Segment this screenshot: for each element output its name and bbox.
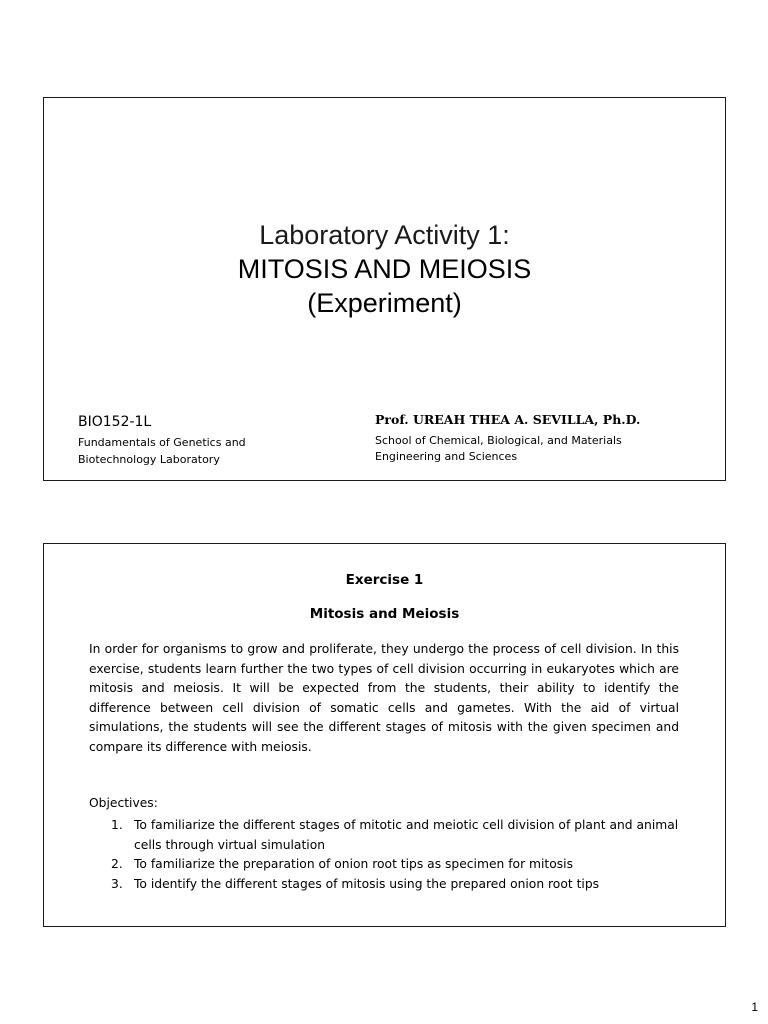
objective-text: To identify the different stages of mitosis using the prepared onion root tips <box>134 876 600 891</box>
course-info <box>78 412 338 468</box>
objective-item <box>89 816 679 855</box>
course-name: Fundamentals of Genetics and Biotechnology Laboratory <box>78 436 246 466</box>
title-line-activity: Laboratory Activity 1: <box>259 220 510 250</box>
course-code: BIO152-1L <box>78 414 152 430</box>
title-line-topic: MITOSIS AND MEIOSIS <box>237 254 532 284</box>
objective-number: 3. <box>111 876 123 891</box>
exercise-number: Exercise 1 <box>345 572 424 588</box>
objective-number: 2. <box>111 857 123 871</box>
objectives-heading: Objectives: <box>89 796 158 810</box>
exercise-slide <box>43 543 726 927</box>
professor-name: Prof. UREAH THEA A. SEVILLA, Ph.D. <box>375 412 641 427</box>
title-slide <box>43 97 726 481</box>
page-number: 1 <box>751 1000 758 1014</box>
objective-item <box>89 875 679 895</box>
objective-item <box>89 855 679 875</box>
exercise-title: Mitosis and Meiosis <box>309 606 460 622</box>
school-name: School of Chemical, Biological, and Materials Engineering and Sciences <box>375 434 622 463</box>
exercise-description: In order for organisms to grow and proliferate, they undergo the process of cell division. In this exercise, students learn further the two types of cell division occurring in eukaryotes which are mitosis and meiosis. It will be expected from the students, their ability to identify the difference between cell division of somatic cells and gametes. With the aid of virtual simulations, the students will see the different stages of mitosis with the given specimen and compare its difference with meiosis. <box>89 642 679 754</box>
objective-text: To familiarize the preparation of onion root tips as specimen for mitosis <box>134 857 574 871</box>
professor-info <box>375 410 705 465</box>
objective-number: 1. <box>111 818 123 832</box>
slide-title <box>44 218 725 320</box>
title-line-type: (Experiment) <box>307 288 462 318</box>
objective-text: To familiarize the different stages of mitotic and meiotic cell division of plant and animal cells through virtual simulation <box>134 818 679 852</box>
objectives-list <box>89 816 679 894</box>
